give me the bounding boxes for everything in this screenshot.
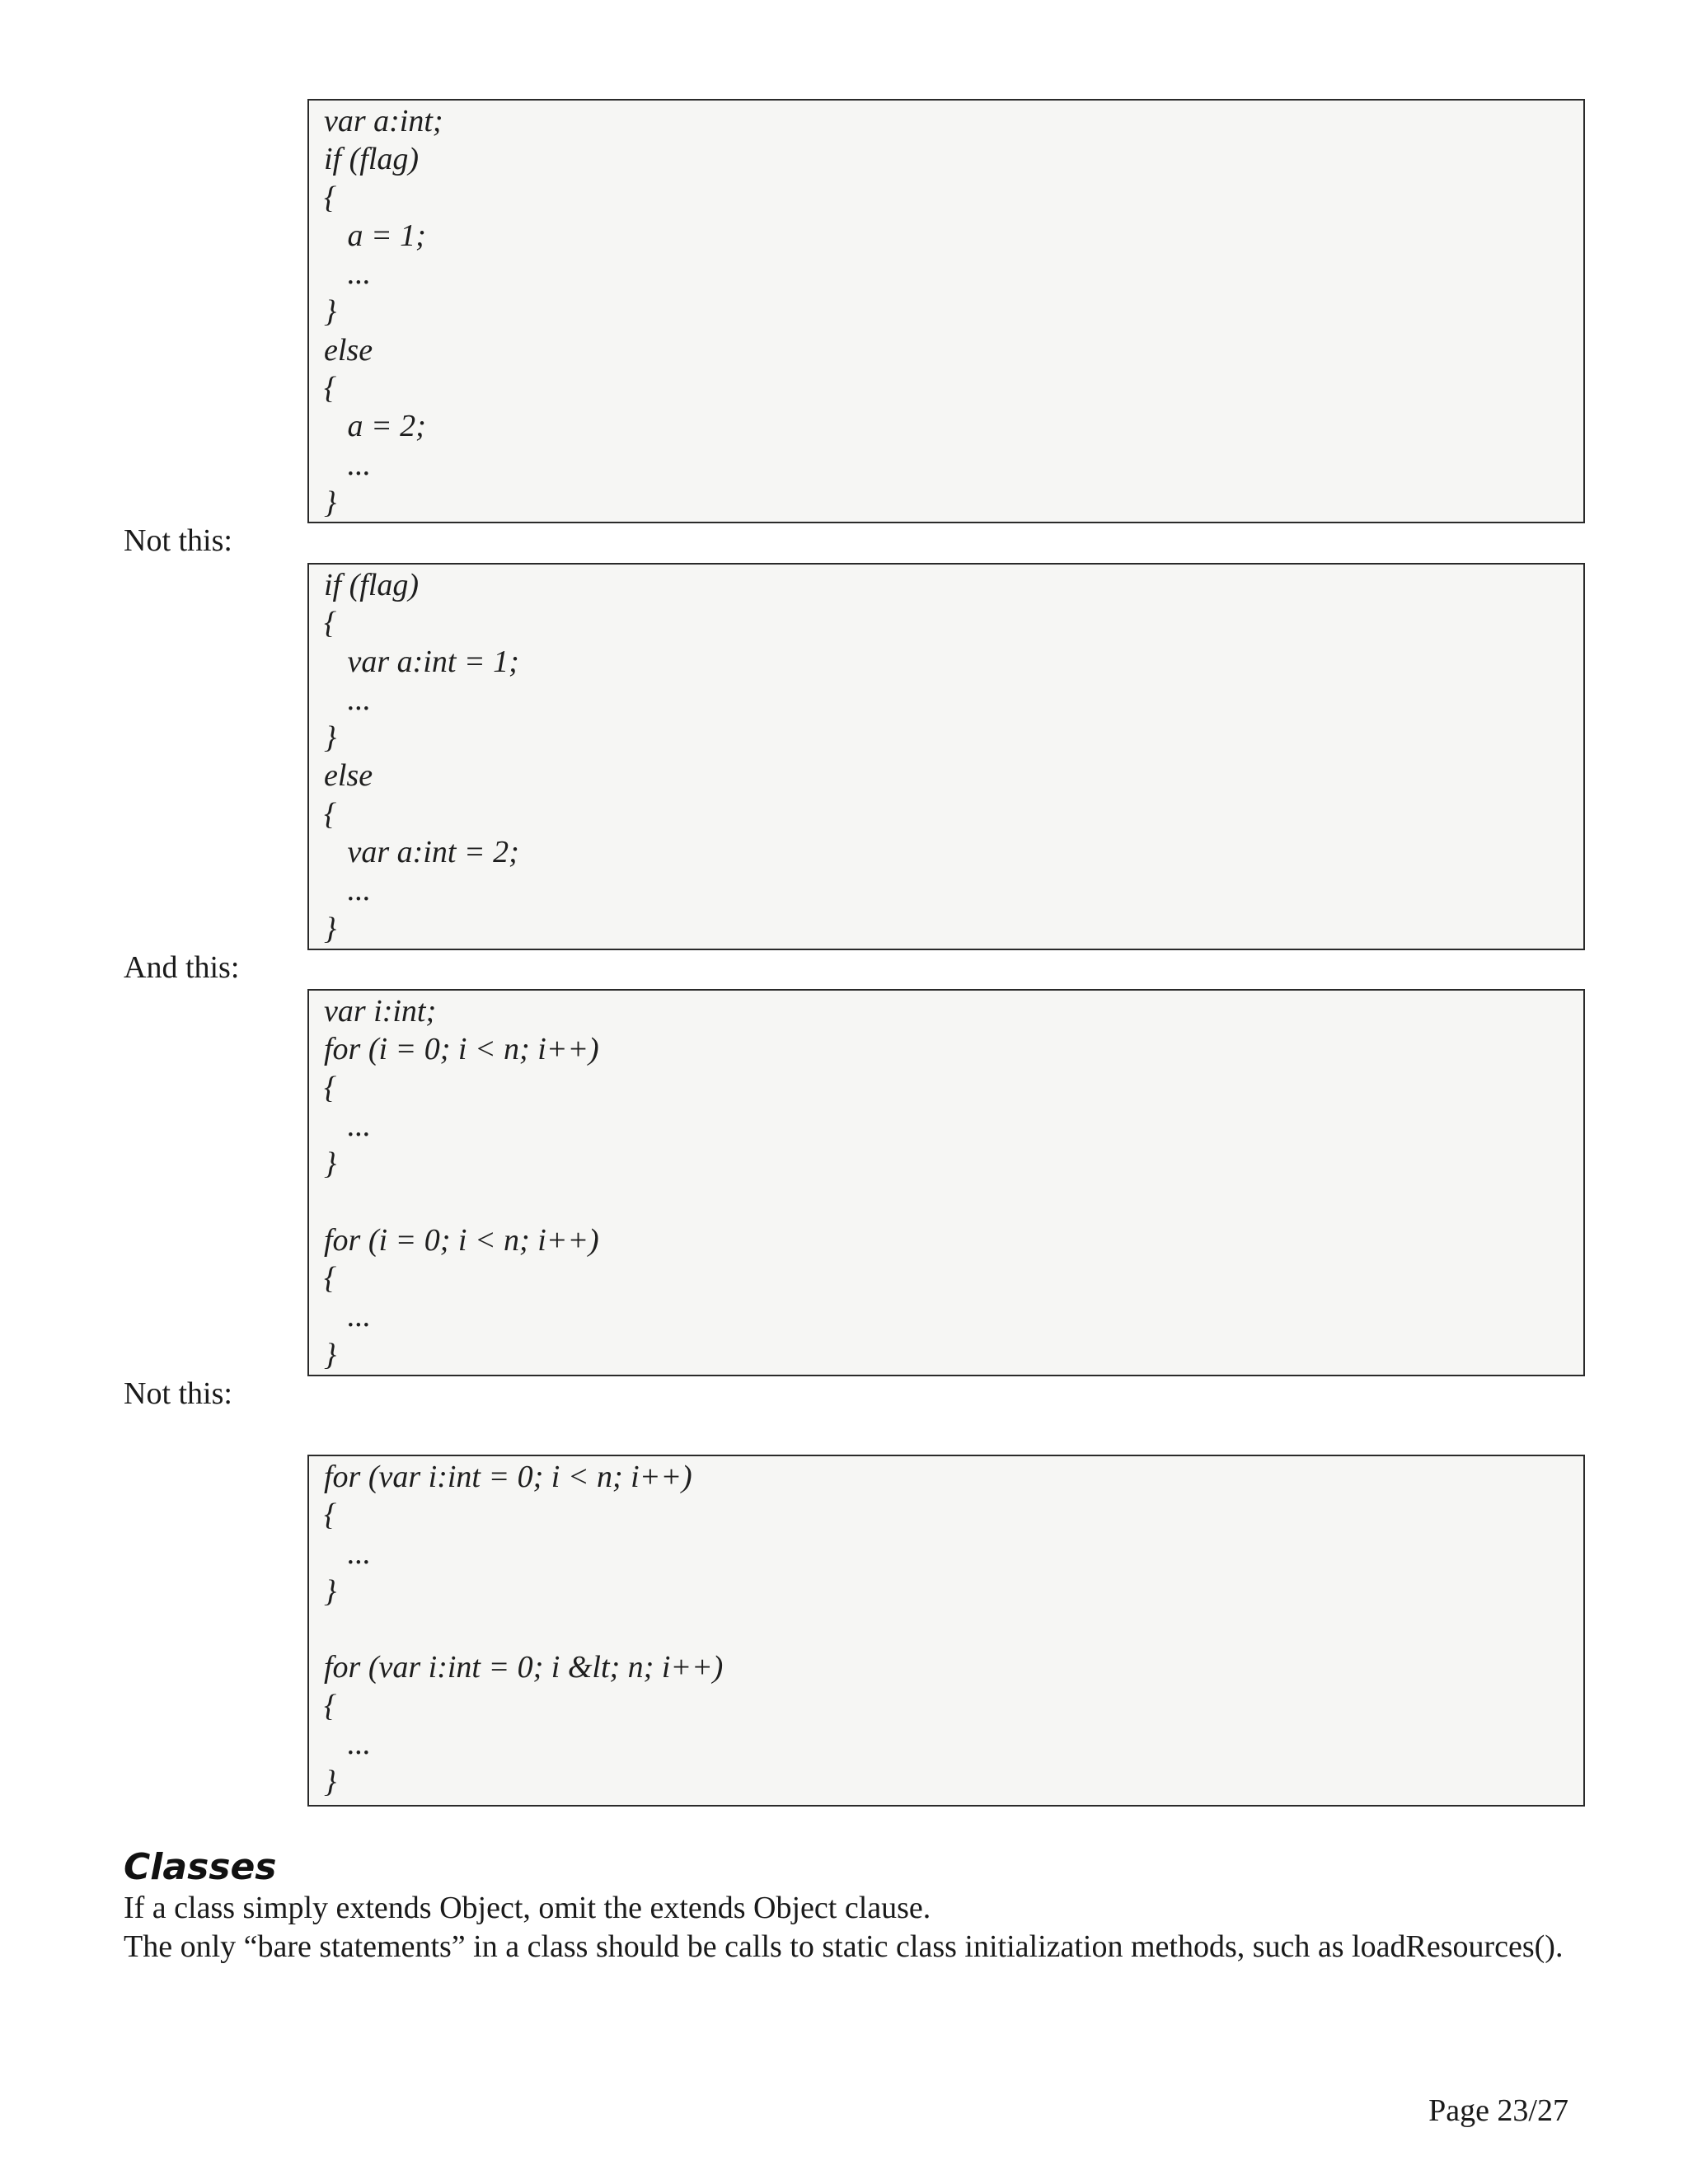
code-block-3 bbox=[307, 989, 1585, 1376]
paragraph: The only “bare statements” in a class should be calls to static class initialization methods, such as loadResources(). bbox=[124, 1929, 1564, 1964]
code-line: } bbox=[324, 720, 337, 756]
code-line: ... bbox=[324, 1108, 371, 1143]
code-line: { bbox=[324, 1070, 337, 1105]
page-number: Page 23/27 bbox=[1428, 2093, 1568, 2128]
code-line: ... bbox=[324, 1535, 371, 1571]
code-line: } bbox=[324, 1337, 337, 1372]
code-line: else bbox=[324, 332, 373, 368]
code-line: ... bbox=[324, 447, 371, 482]
code-line: { bbox=[324, 1688, 337, 1723]
label-not-this: Not this: bbox=[124, 523, 232, 558]
code-line bbox=[324, 1610, 1583, 1648]
code-line: } bbox=[324, 1146, 337, 1182]
code-block-1 bbox=[307, 99, 1585, 523]
code-line: ... bbox=[324, 1727, 371, 1762]
code-line: { bbox=[324, 371, 337, 406]
code-line: } bbox=[324, 911, 337, 946]
code-line: a = 2; bbox=[324, 409, 426, 444]
label-not-this: Not this: bbox=[124, 1376, 232, 1411]
code-line: } bbox=[324, 294, 337, 330]
label-and-this: And this: bbox=[124, 950, 240, 985]
code-line: { bbox=[324, 1497, 337, 1533]
code-line: for (i = 0; i < n; i++) bbox=[324, 1032, 599, 1067]
code-line: } bbox=[324, 1573, 337, 1609]
paragraph: If a class simply extends Object, omit the extends Object clause. bbox=[124, 1891, 931, 1925]
code-line: { bbox=[324, 180, 337, 215]
code-line: if (flag) bbox=[324, 142, 420, 177]
code-block-4 bbox=[307, 1455, 1585, 1807]
code-line bbox=[324, 1183, 1583, 1221]
code-line: { bbox=[324, 796, 337, 832]
code-line: } bbox=[324, 485, 337, 520]
code-line: for (var i:int = 0; i &lt; n; i++) bbox=[324, 1650, 724, 1685]
code-line: for (var i:int = 0; i < n; i++) bbox=[324, 1460, 692, 1494]
code-line: var a:int = 1; bbox=[324, 644, 519, 679]
code-line: ... bbox=[324, 1299, 371, 1334]
section-heading: Classes bbox=[124, 1846, 277, 1888]
code-line: var a:int; bbox=[324, 104, 443, 138]
code-line: { bbox=[324, 606, 337, 641]
code-line: var i:int; bbox=[324, 994, 437, 1029]
code-block-2 bbox=[307, 563, 1585, 950]
code-line: } bbox=[324, 1765, 337, 1800]
code-line: if (flag) bbox=[324, 568, 420, 602]
code-line: { bbox=[324, 1261, 337, 1296]
code-line: ... bbox=[324, 873, 371, 908]
code-line: else bbox=[324, 758, 373, 794]
code-line: a = 1; bbox=[324, 218, 426, 253]
code-line: var a:int = 2; bbox=[324, 835, 519, 870]
code-line: for (i = 0; i < n; i++) bbox=[324, 1222, 599, 1258]
code-line: ... bbox=[324, 256, 371, 292]
code-line: ... bbox=[324, 682, 371, 717]
